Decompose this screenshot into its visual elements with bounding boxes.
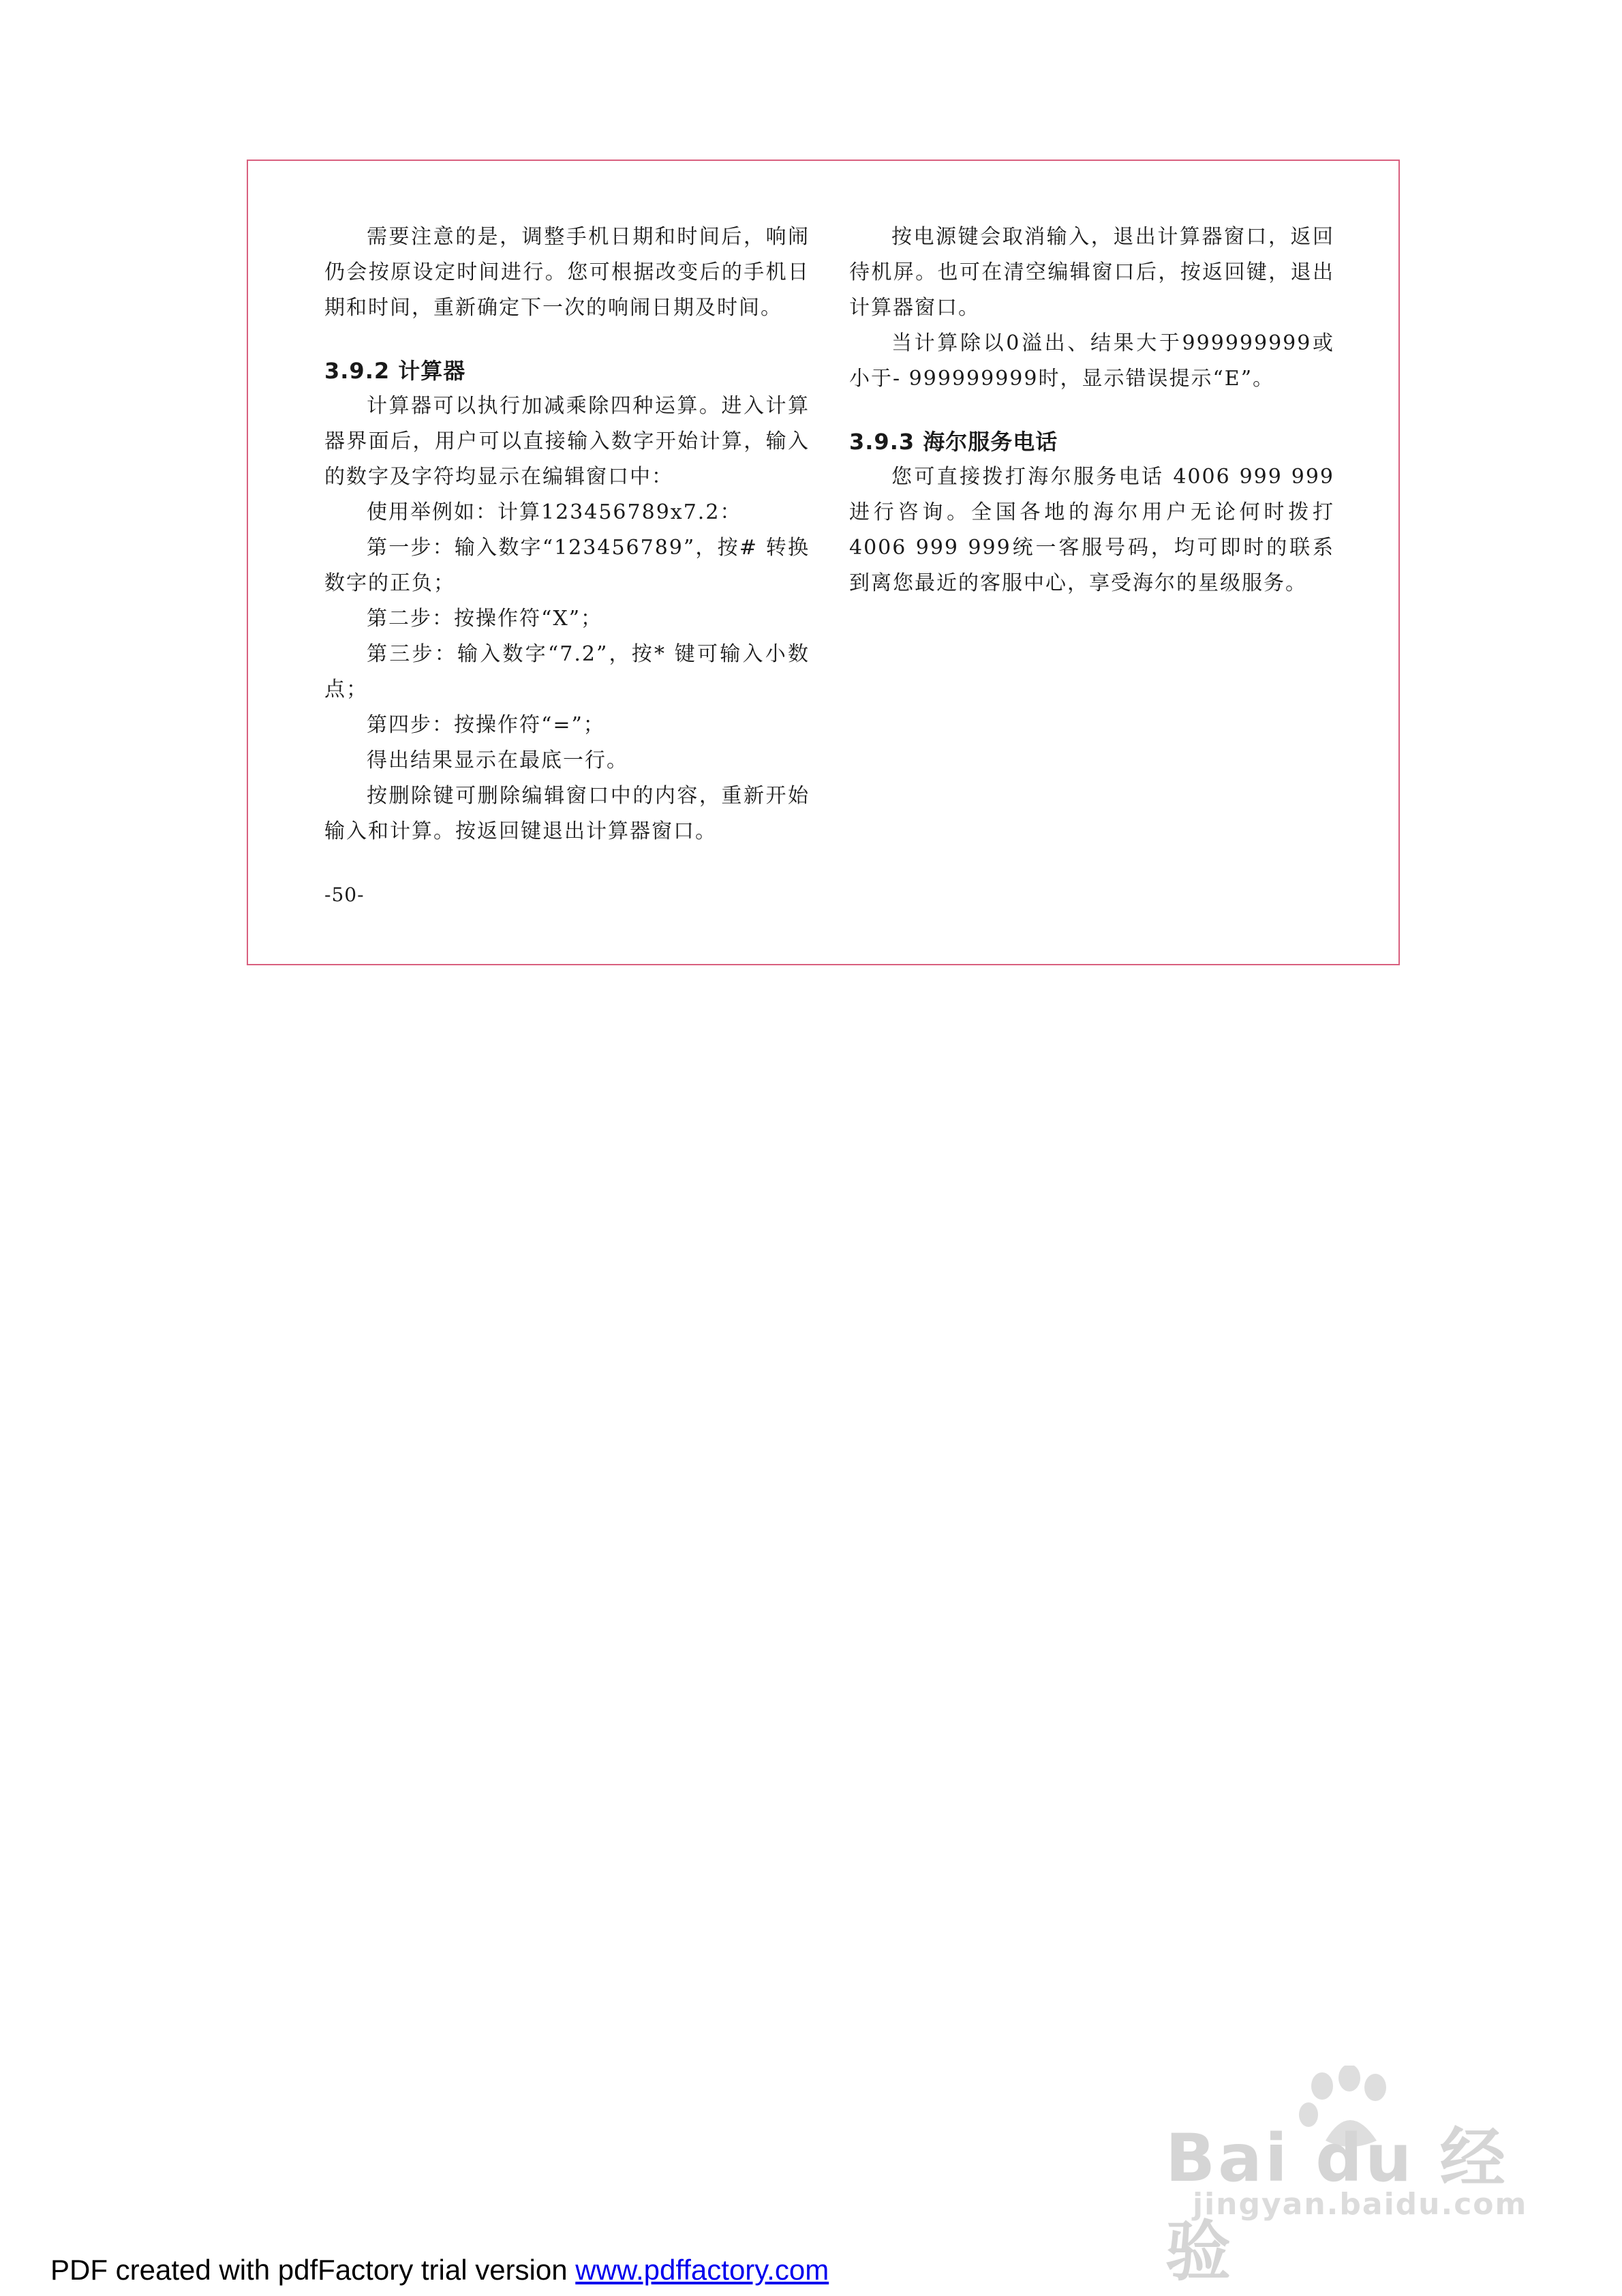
calculator-paragraph: 第三步：输入数字“7.2”，按* 键可输入小数点； [324, 642, 810, 701]
intro-paragraph: 需要注意的是，调整手机日期和时间后，响闹仍会按原设定时间进行。您可根据改变后的手机日期和时间，重新确定下一次的响闹日期及时间。 [324, 225, 810, 320]
watermark-url: jingyan.baidu.com [1193, 2187, 1528, 2222]
right-column [849, 220, 1334, 601]
pdf-footer [50, 2254, 829, 2286]
calculator-paragraph: 按删除键可删除编辑窗口中的内容，重新开始输入和计算。按返回键退出计算器窗口。 [324, 784, 810, 843]
footer-link[interactable]: www.pdffactory.com [575, 2254, 829, 2286]
calculator-paragraph: 第一步：输入数字“123456789”，按# 转换数字的正负； [324, 536, 810, 595]
left-column [324, 220, 810, 849]
calculator-paragraph: 第四步：按操作符“=”； [367, 713, 605, 737]
page-number: -50- [324, 883, 365, 906]
baidu-watermark [1152, 2066, 1561, 2290]
calculator-paragraph: 使用举例如：计算123456789x7.2： [367, 500, 742, 524]
calculator-paragraph: 得出结果显示在最底一行。 [367, 749, 628, 772]
section-heading-service: 3.9.3 海尔服务电话 [849, 429, 1058, 455]
calculator-paragraph: 计算器可以执行加减乘除四种运算。进入计算器界面后，用户可以直接输入数字开始计算，输入的数字及字符均显示在编辑窗口中： [324, 394, 810, 489]
footer-text: PDF created with pdfFactory trial version [50, 2254, 576, 2286]
calculator-paragraph: 第二步：按操作符“X”； [367, 607, 603, 631]
section-gap [849, 397, 1334, 424]
right-paragraph: 按电源键会取消输入，退出计算器窗口，返回待机屏。也可在清空编辑窗口后，按返回键，退出计算器窗口。 [849, 225, 1334, 320]
right-paragraph: 当计算除以0溢出、结果大于999999999或小于- 999999999时，显示错误提示“E”。 [849, 331, 1334, 391]
watermark-brand: Bai du 经验 [1165, 2120, 1508, 2290]
section-gap [324, 326, 810, 353]
section-heading-calculator: 3.9.2 计算器 [324, 358, 466, 384]
service-paragraph: 您可直接拨打海尔服务电话 4006 999 999进行咨询。全国各地的海尔用户无论何时拨打4006 999 999统一客服号码，均可即时的联系到离您最近的客服中心，享受海尔的星级服务。 [849, 465, 1334, 595]
